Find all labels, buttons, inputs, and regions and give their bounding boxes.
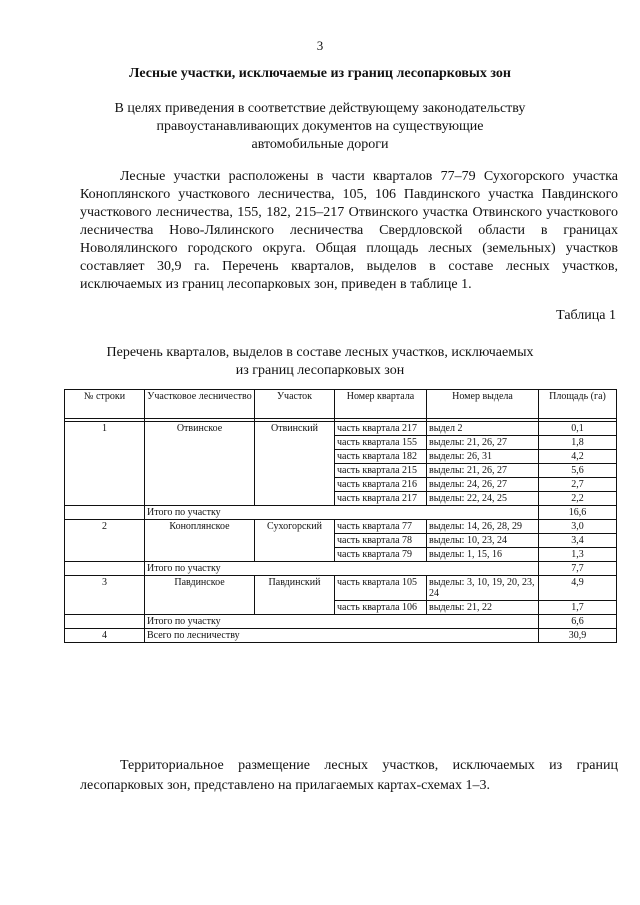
allotment-cell: выделы: 21, 26, 27 — [427, 464, 539, 478]
row-number: 2 — [65, 520, 145, 562]
grand-total-label: Всего по лесничеству — [145, 629, 539, 643]
table-row — [65, 422, 617, 436]
footer-paragraph: Территориальное размещение лесных участков, исключаемых из границ лесопарковых зон, представлено на прилагаемых картах-схемах 1–3. — [80, 758, 618, 793]
area-cell: 1,3 — [539, 548, 617, 562]
quarter-cell: часть квартала 215 — [335, 464, 427, 478]
quarter-cell: часть квартала 155 — [335, 436, 427, 450]
allotment-cell: выделы: 21, 22 — [427, 601, 539, 615]
area-cell: 3,0 — [539, 520, 617, 534]
allotment-cell: выделы: 26, 31 — [427, 450, 539, 464]
table-row — [65, 520, 617, 534]
forest-areas-table — [64, 389, 617, 643]
subtotal-label: Итого по участку — [145, 562, 539, 576]
header-quarter: Номер квартала — [335, 390, 427, 419]
area-cell: 1,8 — [539, 436, 617, 450]
site-name: Павдинский — [255, 576, 335, 615]
table-body — [65, 422, 617, 643]
subtotal-row — [65, 615, 617, 629]
area-cell: 5,6 — [539, 464, 617, 478]
forestry-name: Коноплянское — [145, 520, 255, 562]
forestry-name: Павдинское — [145, 576, 255, 615]
subtotal-row — [65, 562, 617, 576]
grand-total-value: 30,9 — [539, 629, 617, 643]
table-row — [65, 576, 617, 601]
allotment-cell: выделы: 3, 10, 19, 20, 23, 24 — [427, 576, 539, 601]
allotment-cell: выдел 2 — [427, 422, 539, 436]
row-number: 3 — [65, 576, 145, 615]
table-label: Таблица 1 — [556, 308, 616, 323]
table-caption — [60, 344, 580, 380]
subtotal-empty — [65, 506, 145, 520]
quarter-cell: часть квартала 77 — [335, 520, 427, 534]
quarter-cell: часть квартала 182 — [335, 450, 427, 464]
quarter-cell: часть квартала 78 — [335, 534, 427, 548]
quarter-cell: часть квартала 79 — [335, 548, 427, 562]
allotment-cell: выделы: 21, 26, 27 — [427, 436, 539, 450]
subtotal-label: Итого по участку — [145, 615, 539, 629]
allotment-cell: выделы: 14, 26, 28, 29 — [427, 520, 539, 534]
purpose-line: правоустанавливающих документов на существующие — [156, 119, 484, 134]
quarter-cell: часть квартала 105 — [335, 576, 427, 601]
header-site: Участок — [255, 390, 335, 419]
purpose-line: автомобильные дороги — [251, 137, 389, 152]
caption-line: Перечень кварталов, выделов в составе лесных участков, исключаемых — [106, 345, 534, 360]
table-header-row — [65, 390, 617, 419]
purpose-line: В целях приведения в соответствие действующему законодательству — [114, 101, 526, 116]
area-cell: 2,7 — [539, 478, 617, 492]
quarter-cell: часть квартала 216 — [335, 478, 427, 492]
quarter-cell: часть квартала 217 — [335, 492, 427, 506]
subtotal-value: 16,6 — [539, 506, 617, 520]
header-area: Площадь (га) — [539, 390, 617, 419]
subtotal-value: 6,6 — [539, 615, 617, 629]
area-cell: 4,2 — [539, 450, 617, 464]
subtotal-row — [65, 506, 617, 520]
area-cell: 1,7 — [539, 601, 617, 615]
area-cell: 2,2 — [539, 492, 617, 506]
allotment-cell: выделы: 1, 15, 16 — [427, 548, 539, 562]
header-row-number: № строки — [65, 390, 145, 419]
subtotal-empty — [65, 562, 145, 576]
quarter-cell: часть квартала 217 — [335, 422, 427, 436]
area-cell: 4,9 — [539, 576, 617, 601]
grand-total-row — [65, 629, 617, 643]
site-name: Отвинский — [255, 422, 335, 506]
grand-total-number: 4 — [65, 629, 145, 643]
area-cell: 3,4 — [539, 534, 617, 548]
allotment-cell: выделы: 24, 26, 27 — [427, 478, 539, 492]
page-number: 3 — [316, 38, 324, 53]
row-number: 1 — [65, 422, 145, 506]
subtotal-value: 7,7 — [539, 562, 617, 576]
quarter-cell: часть квартала 106 — [335, 601, 427, 615]
caption-line: из границ лесопарковых зон — [235, 363, 405, 378]
purpose-statement — [100, 100, 540, 154]
subtotal-empty — [65, 615, 145, 629]
allotment-cell: выделы: 22, 24, 25 — [427, 492, 539, 506]
subtotal-label: Итого по участку — [145, 506, 539, 520]
forestry-name: Отвинское — [145, 422, 255, 506]
allotment-cell: выделы: 10, 23, 24 — [427, 534, 539, 548]
header-allotment: Номер выдела — [427, 390, 539, 419]
site-name: Сухогорский — [255, 520, 335, 562]
area-cell: 0,1 — [539, 422, 617, 436]
description-paragraph: Лесные участки расположены в части кварталов 77–79 Сухогорского участка Коноплянского участкового лесничества, 105, 106 Павдинского участка Павдинского участкового лесничества, 155, 182, 215–217 Отвинского участка Отвинского участкового лесничества Ново-Лялинского лесничества Свердловской области в границах Новолялинского городского округа. Общая площадь лесных (земельных) участков составляет 30,9 га. Перечень кварталов, выделов в составе лесных участков, исключаемых из границ лесопарковых зон, приведен в таблице 1. — [80, 169, 618, 292]
document-title: Лесные участки, исключаемые из границ лесопарковых зон — [129, 66, 511, 81]
header-forestry: Участковое лесничество — [145, 390, 255, 419]
